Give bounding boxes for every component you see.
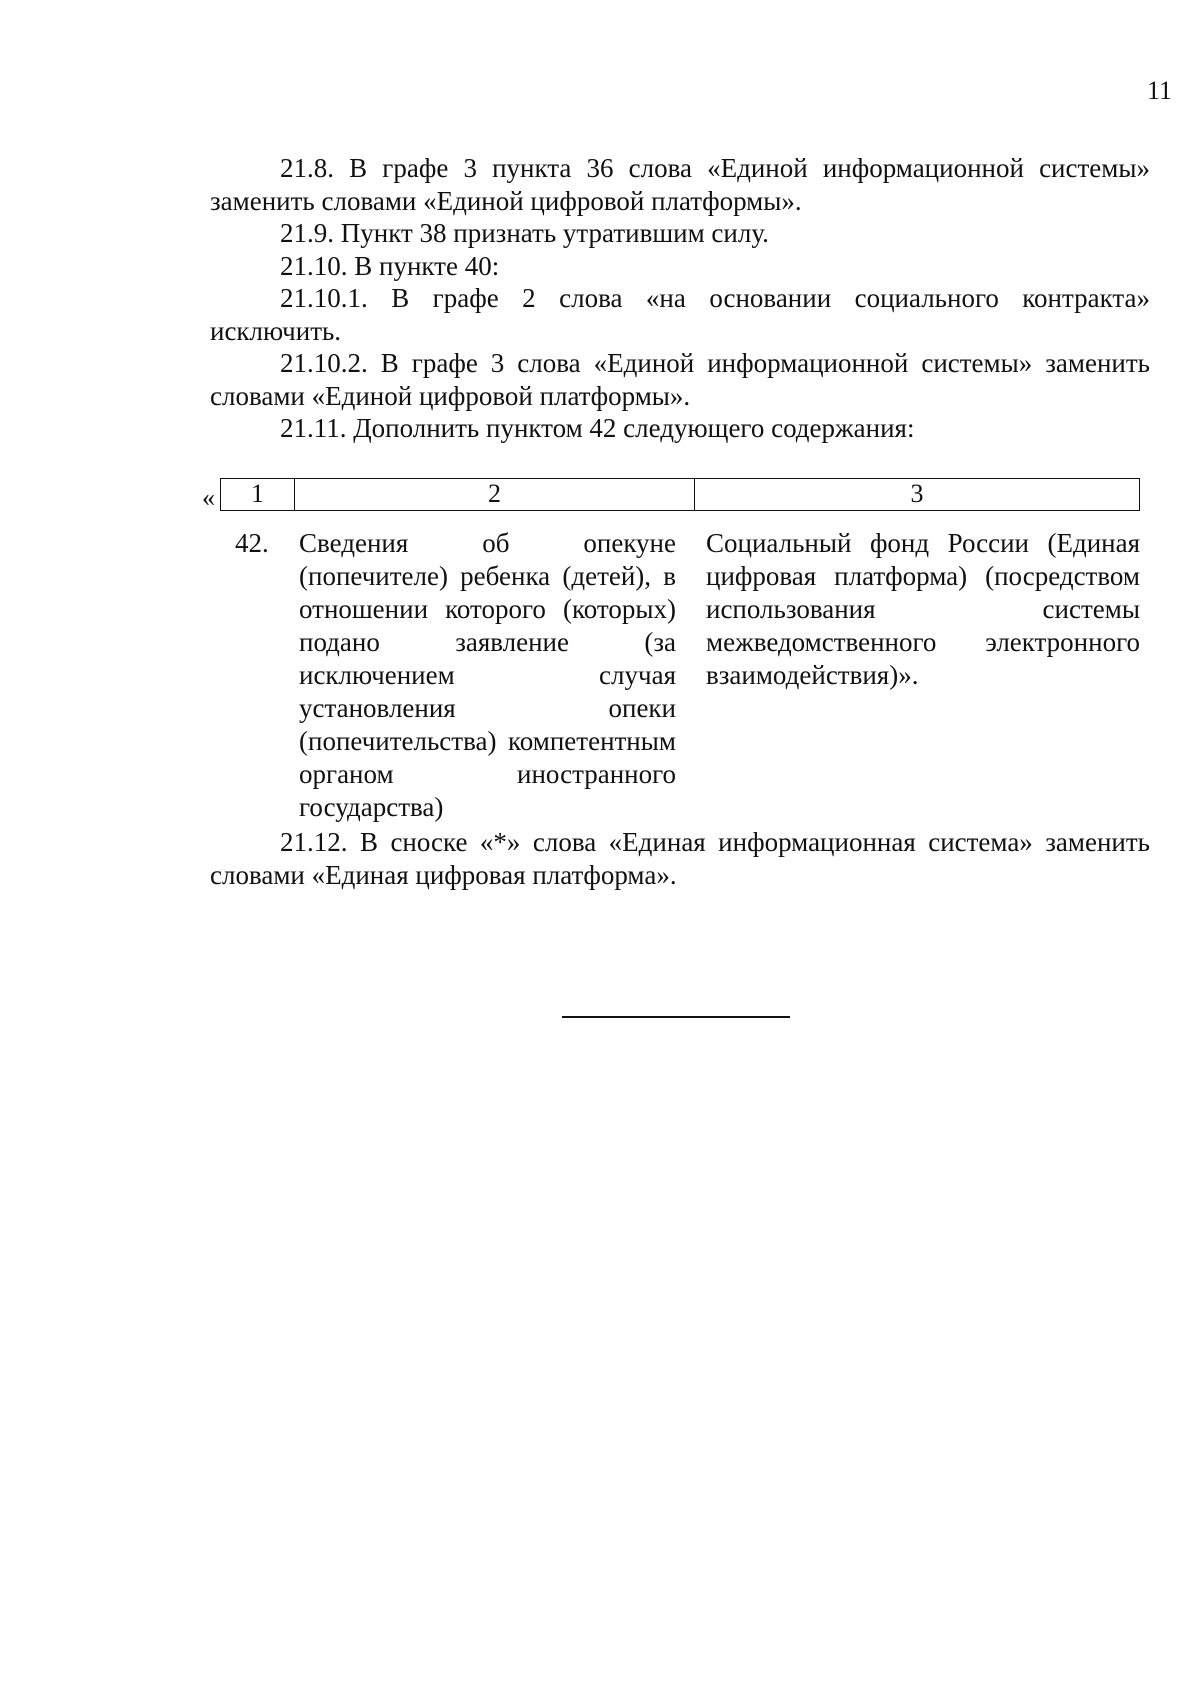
table-open-quote: « xyxy=(202,483,215,512)
table-header-row xyxy=(220,478,1140,511)
amendments-bottom xyxy=(210,826,1150,891)
paragraph-21-12: 21.12. В сноске «*» слова «Единая информационная система» заменить словами «Единая цифровая платформа». xyxy=(210,827,1150,890)
amendments-top xyxy=(210,152,1150,445)
table-header-col-2: 2 xyxy=(295,479,695,510)
paragraph-21-10-1: 21.10.1. В графе 2 слова «на основании социального контракта» исключить. xyxy=(210,283,1150,346)
paragraph-21-9: 21.9. Пункт 38 признать утратившим силу. xyxy=(280,218,769,248)
table-header-col-3: 3 xyxy=(910,479,924,508)
table-cell-source: Социальный фонд России (Единая цифровая платформа) (посредством использования системы межведомственного электронного взаимодействия)». xyxy=(706,528,1140,690)
paragraph-21-10-2: 21.10.2. В графе 3 слова «Единой информационной системы» заменить словами «Единой цифровой платформы». xyxy=(210,348,1150,411)
closing-rule xyxy=(562,1016,790,1018)
paragraph-21-10: 21.10. В пункте 40: xyxy=(280,250,500,281)
table-row xyxy=(220,527,1140,824)
table-header-col-1: 1 xyxy=(221,479,295,510)
paragraph-21-11: 21.11. Дополнить пунктом 42 следующего содержания: xyxy=(280,413,915,443)
paragraph-21-8: 21.8. В графе 3 пункта 36 слова «Единой информационной системы» заменить словами «Единой цифровой платформы». xyxy=(210,153,1150,216)
table-cell-number: 42. xyxy=(235,528,269,558)
page-number: 11 xyxy=(1146,76,1172,105)
table-cell-description: Сведения об опекуне (попечителе) ребенка (детей), в отношении которого (которых) подано заявление (за исключением случая установления опеки (попечительства) компетентным органом иностранного государства) xyxy=(299,528,676,822)
